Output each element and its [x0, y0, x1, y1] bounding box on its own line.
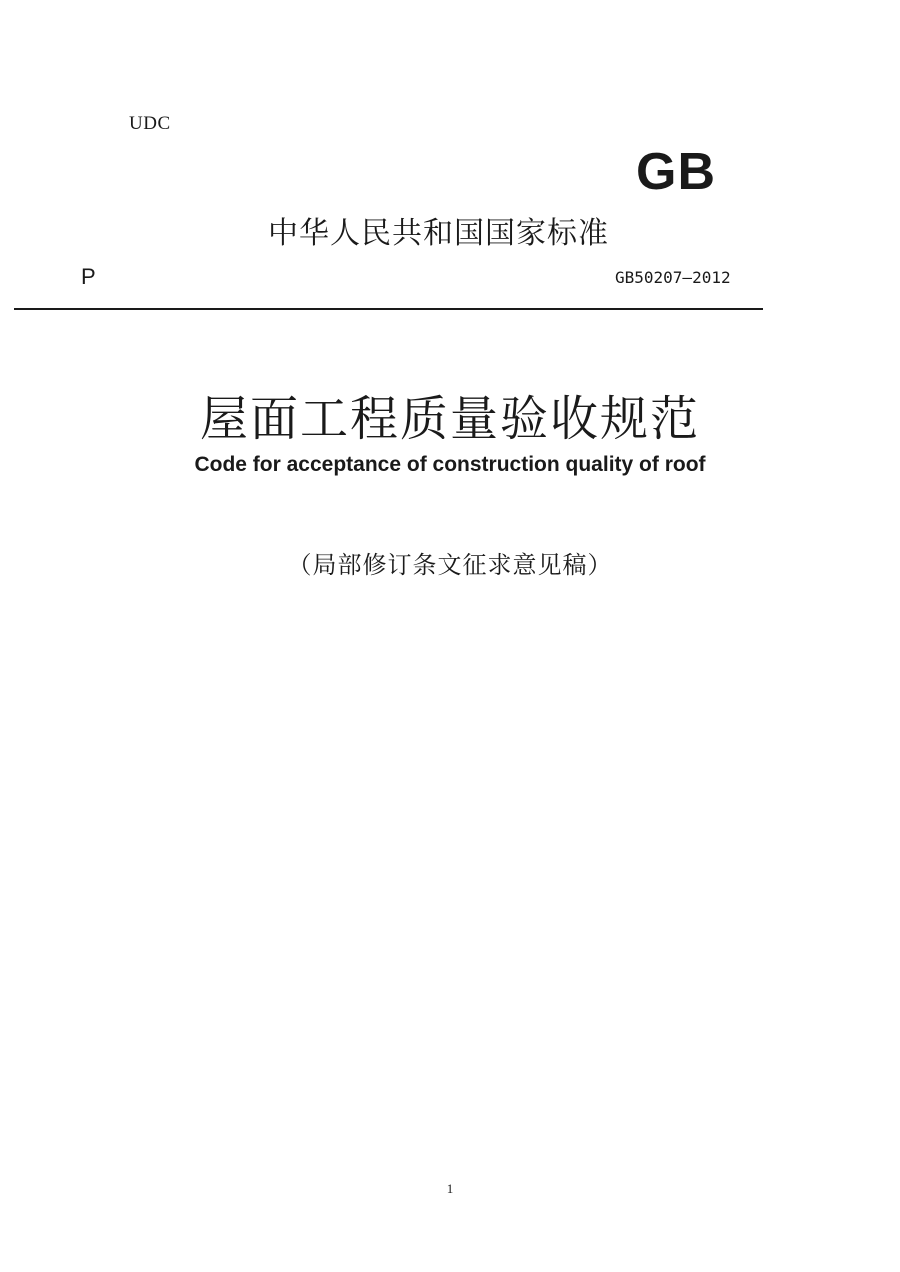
gb-mark: GB	[636, 143, 716, 201]
standard-number: GB50207—2012	[615, 268, 731, 287]
udc-label: UDC	[129, 113, 171, 134]
page-number: 1	[446, 1181, 454, 1196]
document-title-english: Code for acceptance of construction quality of roof	[194, 453, 706, 476]
header-divider	[14, 308, 763, 310]
document-subtitle: （局部修订条文征求意见稿）	[287, 551, 613, 579]
document-title-chinese: 屋面工程质量验收规范	[199, 391, 700, 447]
classification-code: P	[81, 264, 96, 289]
standard-organization: 中华人民共和国国家标准	[268, 216, 609, 251]
